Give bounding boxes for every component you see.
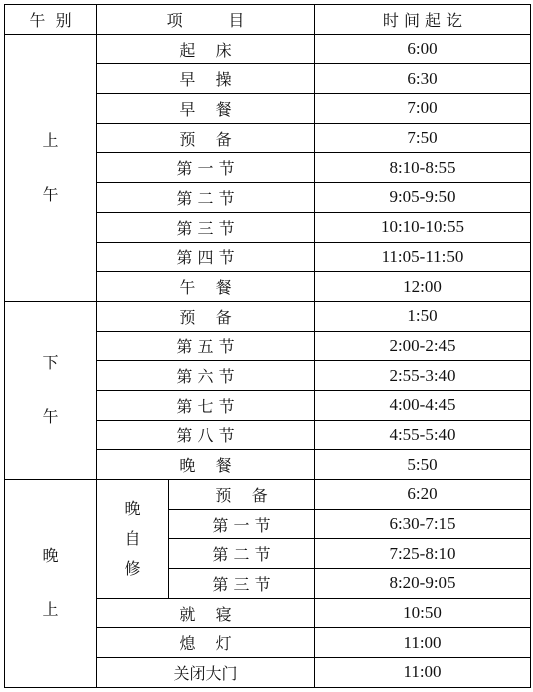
activity-name: 午 餐 (97, 272, 315, 302)
activity-time: 11:00 (315, 658, 531, 688)
activity-name: 熄 灯 (97, 628, 315, 658)
activity-name: 关闭大门 (97, 658, 315, 688)
activity-time: 7:00 (315, 94, 531, 124)
activity-name: 预 备 (97, 123, 315, 153)
period-label (5, 480, 97, 688)
schedule-row (5, 34, 531, 64)
activity-time: 6:00 (315, 34, 531, 64)
header-time: 时 间 起 讫 (315, 5, 531, 35)
activity-time: 11:05-11:50 (315, 242, 531, 272)
schedule-table (4, 4, 531, 688)
period-label-text: 上 午 (42, 130, 59, 204)
activity-time: 9:05-9:50 (315, 183, 531, 213)
activity-name: 早 操 (97, 64, 315, 94)
activity-name: 第 七 节 (97, 390, 315, 420)
activity-time: 10:50 (315, 598, 531, 628)
activity-time: 2:55-3:40 (315, 361, 531, 391)
activity-name: 第 八 节 (97, 420, 315, 450)
activity-time: 6:20 (315, 480, 531, 510)
activity-name: 就 寝 (97, 598, 315, 628)
sub-group-label-text: 晚 自 修 (124, 498, 141, 578)
period-label (5, 301, 97, 479)
activity-name: 第 四 节 (97, 242, 315, 272)
activity-name: 预 备 (97, 301, 315, 331)
header-period: 午 别 (5, 5, 97, 35)
activity-time: 7:25-8:10 (315, 539, 531, 569)
period-label (5, 34, 97, 301)
activity-time: 6:30-7:15 (315, 509, 531, 539)
activity-name: 早 餐 (97, 94, 315, 124)
schedule-row (5, 480, 531, 510)
activity-time: 4:00-4:45 (315, 390, 531, 420)
activity-time: 11:00 (315, 628, 531, 658)
activity-name: 起 床 (97, 34, 315, 64)
activity-time: 8:10-8:55 (315, 153, 531, 183)
activity-name: 晚 餐 (97, 450, 315, 480)
header-row (5, 5, 531, 35)
activity-name: 第 二 节 (169, 539, 315, 569)
period-label-text: 下 午 (42, 353, 59, 427)
schedule-row (5, 301, 531, 331)
activity-name: 第 三 节 (169, 569, 315, 599)
period-label-text: 晚 上 (42, 546, 59, 620)
activity-time: 5:50 (315, 450, 531, 480)
activity-name: 第 一 节 (97, 153, 315, 183)
activity-name: 第 三 节 (97, 212, 315, 242)
activity-name: 第 六 节 (97, 361, 315, 391)
activity-time: 1:50 (315, 301, 531, 331)
sub-group-label (97, 480, 169, 599)
activity-time: 8:20-9:05 (315, 569, 531, 599)
activity-time: 2:00-2:45 (315, 331, 531, 361)
activity-name: 第 五 节 (97, 331, 315, 361)
activity-time: 10:10-10:55 (315, 212, 531, 242)
header-item: 项 目 (97, 5, 315, 35)
activity-name: 第 二 节 (97, 183, 315, 213)
schedule-body (5, 5, 531, 688)
activity-time: 7:50 (315, 123, 531, 153)
activity-name: 预 备 (169, 480, 315, 510)
activity-time: 6:30 (315, 64, 531, 94)
activity-time: 12:00 (315, 272, 531, 302)
activity-name: 第 一 节 (169, 509, 315, 539)
activity-time: 4:55-5:40 (315, 420, 531, 450)
